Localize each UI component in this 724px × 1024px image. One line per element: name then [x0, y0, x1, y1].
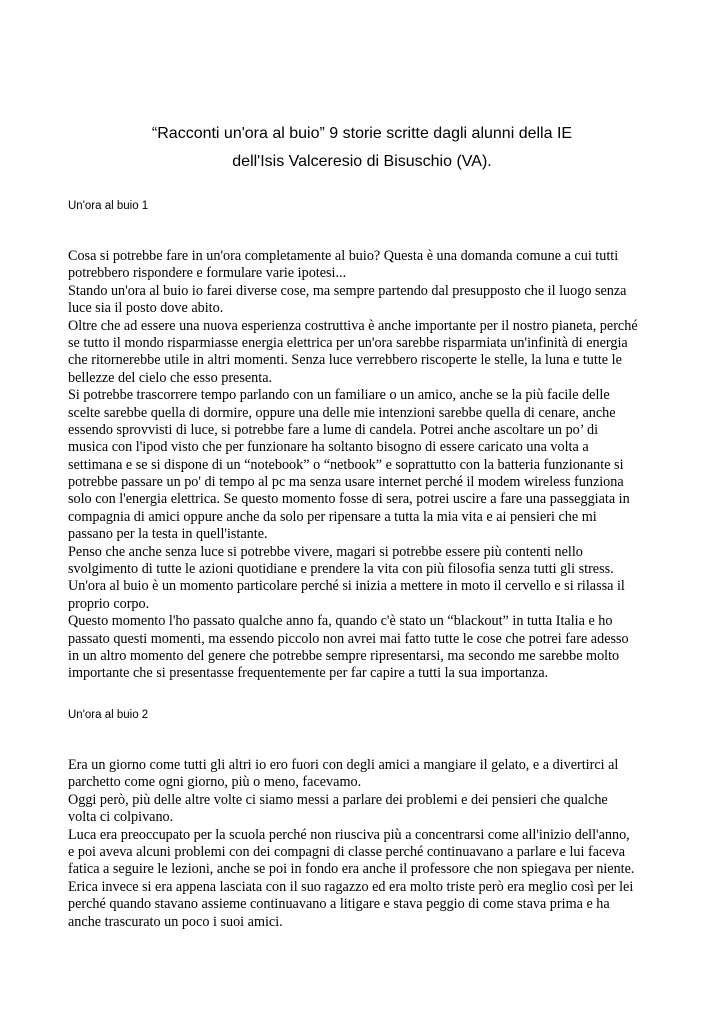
text-line: compagnia di amici oppure anche da solo per ripensare a tutta la mia vita e ai pensieri che mi [68, 508, 597, 525]
text-line: parchetto come ogni giorno, più o meno, facevamo. [68, 774, 362, 791]
text-line: volta ci colpivano. [68, 809, 174, 826]
text-line: fatica a seguire le lezioni, anche se poi in fondo era anche il professore che non spiegava per niente. [68, 861, 635, 878]
text-line: svolgimento di tutte le azioni quotidiane e prendere la vita con più filosofia senza tutti gli stress. [68, 561, 614, 578]
text-line: passato questi momenti, ma essendo piccolo non avrei mai fatto tutte le cose che potrei fare adesso [68, 630, 629, 647]
text-line: potrebbe passare un po' di tempo al pc ma senza usare internet perché il modem wireless funziona [68, 474, 624, 491]
text-line: proprio corpo. [68, 595, 150, 612]
text-line: Luca era preoccupato per la scuola perché non riusciva più a concentrarsi come all'inizio dell'anno, [68, 826, 630, 843]
text-line: musica con l'ipod visto che per funzionare ha soltanto bisogno di essere caricato una volta a [68, 439, 589, 456]
text-line: Un'ora al buio è un momento particolare perché si inizia a mettere in moto il cervello e si rilassa il [68, 578, 625, 595]
section-body-2 [68, 757, 668, 931]
text-line: solo con l'energia elettrica. Se questo momento fosse di sera, potrei uscire a fare una passeggiata in [68, 491, 630, 508]
text-line: passano per la testa in quell'istante. [68, 526, 268, 543]
document-title-line-2: dell'Isis Valceresio di Bisuschio (VA). [232, 153, 492, 170]
text-line: essendo sprovvisti di luce, si potrebbe fare a lume di candela. Potrei anche ascoltare un po’ di [68, 421, 599, 438]
text-line: in un altro momento del genere che potrebbe sempre ripresentarsi, ma secondo me sarebbe molto [68, 647, 620, 664]
text-line: Erica invece si era appena lasciata con il suo ragazzo ed era molto triste però era meglio così per lei [68, 878, 634, 895]
text-line: Era un giorno come tutti gli altri io ero fuori con degli amici a mangiare il gelato, e a divertirci al [68, 757, 619, 773]
text-line: Oggi però, più delle altre volte ci siamo messi a parlare dei problemi e dei pensieri che qualche [68, 791, 608, 808]
text-line: e poi aveva alcuni problemi con dei compagni di classe perché continuavano a parlare e lui faceva [68, 843, 626, 860]
text-line: potrebbero rispondere e formulare varie ipotesi... [68, 265, 347, 282]
text-line: bellezze del cielo che esso presenta. [68, 369, 273, 386]
text-line: Questo momento l'ho passato qualche anno fa, quando c'è stato un “blackout” in tutta Italia e ho [68, 613, 613, 630]
text-line: che ritornerebbe utile in altri momenti. Senza luce verrebbero riscoperte le stelle, la luna e tutte le [68, 352, 622, 369]
text-line: Oltre che ad essere una nuova esperienza costruttiva è anche importante per il nostro pianeta, perché [68, 317, 638, 334]
text-line: Si potrebbe trascorrere tempo parlando con un familiare o un amico, anche se la più facile delle [68, 387, 610, 404]
text-line: scelte sarebbe quella di dormire, oppure una delle mie intenzioni sarebbe quella di cenare, anche [68, 404, 616, 421]
text-line: importante che si presentasse frequentemente per far capire a tutti la sua importanza. [68, 665, 549, 682]
text-line: Penso che anche senza luce si potrebbe vivere, magari si potrebbe essere più contenti nello [68, 543, 583, 560]
text-line: anche trascurato un poco i suoi amici. [68, 913, 283, 930]
document-title-line-1: “Racconti un'ora al buio” 9 storie scritte dagli alunni della IE [151, 125, 573, 142]
text-line: luce sia il posto dove abito. [68, 300, 224, 317]
text-line: Stando un'ora al buio io farei diverse cose, ma sempre partendo dal presupposto che il luogo senza [68, 282, 627, 299]
section-body-1 [68, 248, 668, 683]
text-line: settimana e se si dispone di un “notebook” o “netbook” e soprattutto con la batteria funzionante si [68, 456, 624, 473]
text-line: perché quando stavano assieme continuavano a litigare e stava peggio di come stava prima e ha [68, 896, 610, 913]
section-heading-2: Un'ora al buio 2 [68, 709, 149, 721]
text-line: se tutto il mondo risparmiasse energia elettrica per un'ora sarebbe risparmiata un'infinità di energia [68, 334, 628, 351]
text-line: Cosa si potrebbe fare in un'ora completamente al buio? Questa è una domanda comune a cui tutti [68, 248, 619, 264]
section-heading-1: Un'ora al buio 1 [68, 200, 149, 212]
